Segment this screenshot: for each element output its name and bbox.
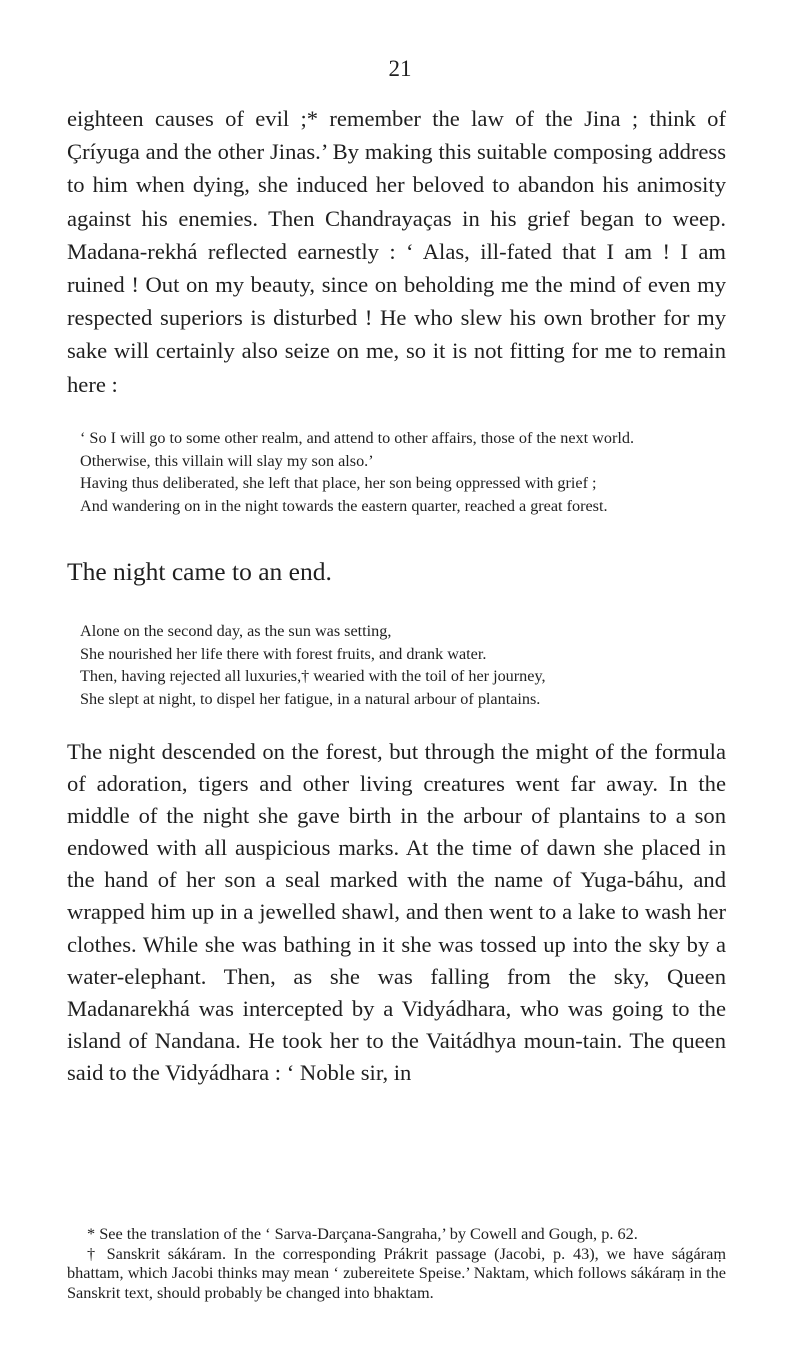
verse-block-2: [80, 620, 730, 710]
verse-line: Having thus deliberated, she left that place, her son being oppressed with grief ;: [80, 474, 597, 492]
page-number: 21: [388, 56, 412, 81]
verse-line: Then, having rejected all luxuries,† wearied with the toil of her journey,: [80, 667, 546, 685]
verse-line: And wandering on in the night towards the eastern quarter, reached a great forest.: [80, 496, 608, 515]
main-text-top: [67, 102, 726, 401]
main-text-bottom: [67, 736, 726, 1089]
paragraph-bottom: The night descended on the forest, but through the might of the formula of adoration, tigers and other living creatures went far away. In the middle of the night she gave birth in the arbour of plantains to a son endowed with all auspicious marks. At the time of dawn she placed in the hand of her son a seal marked with the name of Yuga-báhu, and wrapped him up in a jewelled shawl, and then went to a lake to wash her clothes. While she was bathing in it she was tossed up into the sky by a water-elephant. Then, as she was falling from the sky, Queen Madanarekhá was intercepted by a Vidyádhara, who was going to the island of Nandana. He took her to the Vaitádhya moun-tain. The queen said to the Vidyádhara : ‘ Noble sir, in: [67, 739, 726, 1085]
paragraph-top: eighteen causes of evil ;* remember the law of the Jina ; think of Çríyuga and the other Jinas.’ By making this suitable composing address to him when dying, she induced her beloved to abandon his animosity against his enemies. Then Chandrayaças in his grief began to weep. Madana-rekhá reflected earnestly : ‘ Alas, ill-fated that I am ! I am ruined ! Out on my beauty, since on beholding me the mind of even my respected superiors is disturbed ! He who slew his own brother for my sake will certainly also seize on me, so it is not fitting for me to remain here :: [67, 106, 726, 397]
section-line-heading: The night came to an end.: [67, 557, 332, 586]
footnote-1: * See the translation of the ‘ Sarva-Darçana-Sangraha,’ by Cowell and Gough, p. 62.: [87, 1224, 638, 1243]
verse-block-1: [80, 427, 730, 517]
verse-line: Alone on the second day, as the sun was setting,: [80, 622, 392, 640]
verse-line: She slept at night, to dispel her fatigue, in a natural arbour of plantains.: [80, 689, 541, 708]
footnotes: [67, 1224, 726, 1302]
footnote-2: † Sanskrit sákáram. In the corresponding Prákrit passage (Jacobi, p. 43), we have ságáraṃ bhattam, which Jacobi thinks may mean ‘ zubereitete Speise.’ Naktam, which follows sákáraṃ in the Sanskrit text, should probably be changed into bhaktam.: [67, 1243, 726, 1302]
verse-line: She nourished her life there with forest fruits, and drank water.: [80, 644, 487, 663]
verse-line: ‘ So I will go to some other realm, and attend to other affairs, those of the next world.: [80, 429, 634, 447]
verse-line: Otherwise, this villain will slay my son also.’: [80, 451, 374, 470]
